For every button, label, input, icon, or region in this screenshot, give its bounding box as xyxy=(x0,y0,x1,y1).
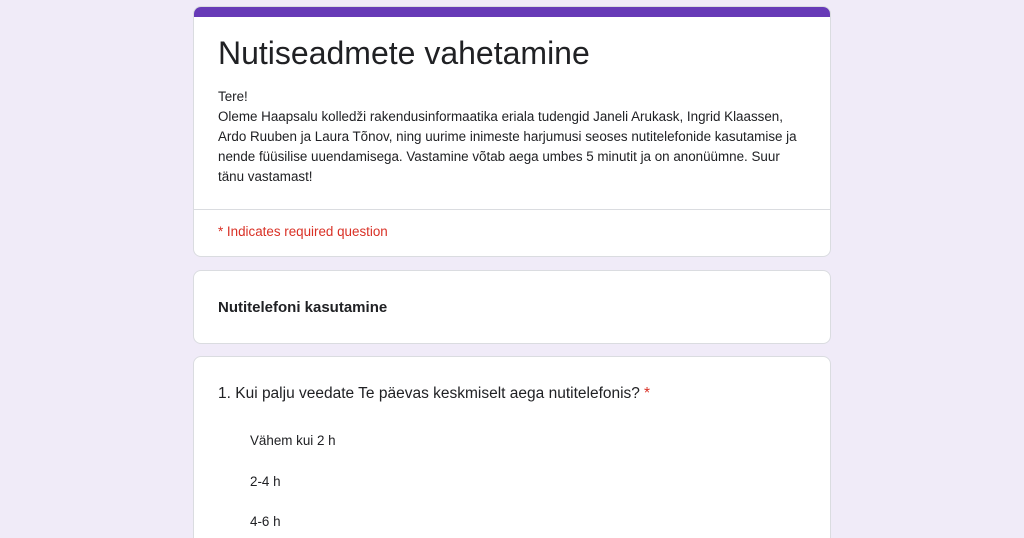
form-title: Nutiseadmete vahetamine xyxy=(218,35,590,71)
question-title xyxy=(218,383,650,405)
answer-option[interactable]: 4-6 h xyxy=(250,514,281,529)
form-header-card xyxy=(193,6,831,257)
section-title: Nutitelefoni kasutamine xyxy=(218,299,388,316)
theme-accent-bar xyxy=(194,7,830,17)
answer-option[interactable]: Vähem kui 2 h xyxy=(250,433,336,448)
form-description-text: Oleme Haapsalu kolledži rakendusinformaatika eriala tudengid Janeli Arukask, Ingrid Klaassen, Ardo Ruuben ja Laura Tõnov, ning uurime inimeste harjumusi seoses nutitelefonide kasutamise ja nende füüsilise uuendamisega. Vastamine võtab aega umbes 5 minutit ja on anonüümne. Suur tänu vastamast! xyxy=(218,109,797,184)
required-asterisk: * xyxy=(643,385,650,402)
form-greeting: Tere! xyxy=(218,89,248,104)
answer-option[interactable]: 2-4 h xyxy=(250,474,281,489)
required-question-note: * Indicates required question xyxy=(218,224,388,239)
form-description xyxy=(218,87,808,187)
section-card xyxy=(193,270,831,344)
header-divider xyxy=(194,209,830,210)
question-card xyxy=(193,356,831,538)
question-text: 1. Kui palju veedate Te päevas keskmiselt aega nutitelefonis? xyxy=(218,385,640,402)
